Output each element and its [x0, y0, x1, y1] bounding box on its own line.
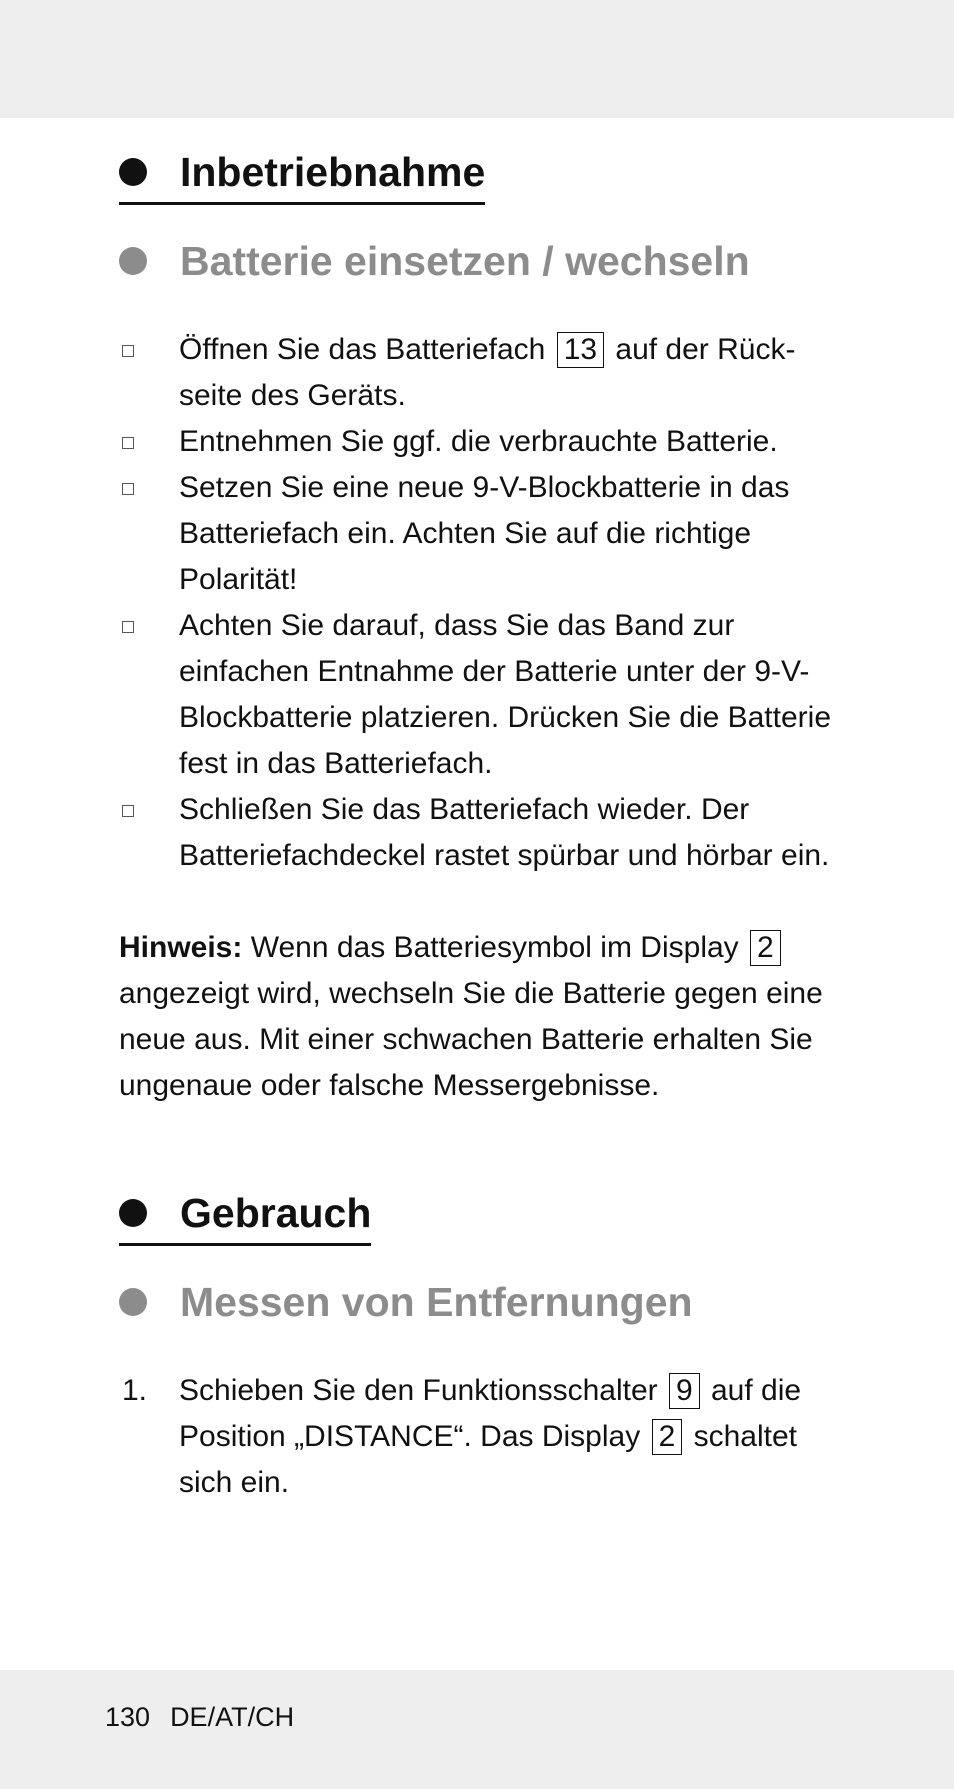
- section-heading-gebrauch: [119, 1189, 371, 1246]
- list-item: [119, 1368, 839, 1506]
- note-text: Wenn das Batteriesymbol im Display: [242, 931, 747, 964]
- step-number: 1.: [122, 1374, 148, 1407]
- step-text: Achten Sie darauf, dass Sie das Band zur einfachen Entnahme der Batterie unter der 9-V-Blockbatterie platzieren. Drücken Sie die Batterie fest in das Batteriefach.: [179, 609, 832, 780]
- list-item: [119, 327, 839, 419]
- list-item: [119, 603, 839, 787]
- list-item: [119, 465, 839, 603]
- section-heading-inbetriebnahme: [119, 148, 485, 205]
- reference-number: 13: [557, 332, 604, 368]
- page-content: [119, 148, 839, 1506]
- subheading-text: Batterie einsetzen / wechseln: [180, 238, 750, 284]
- battery-steps-list: [119, 327, 839, 879]
- top-margin-band: [0, 0, 954, 118]
- reference-number: 2: [750, 930, 781, 966]
- list-item: [119, 419, 839, 465]
- bullet-dot-icon: [119, 1288, 147, 1316]
- step-text: Setzen Sie eine neue 9-V-Blockbatterie in das Batteriefach ein. Achten Sie auf die richtige Polarität!: [179, 471, 790, 596]
- reference-number: 2: [652, 1419, 683, 1455]
- subheading-batterie: [119, 237, 839, 285]
- bullet-dot-icon: [119, 1199, 147, 1227]
- step-text: Schieben Sie den Funktionsschalter: [179, 1374, 666, 1407]
- checkbox-square-icon: [122, 621, 134, 633]
- page-footer: [105, 1700, 314, 1734]
- subheading-messen: [119, 1278, 839, 1326]
- heading-text: Gebrauch: [180, 1190, 372, 1236]
- step-text: auf der Rückseite des Geräts.: [179, 333, 796, 412]
- checkbox-square-icon: [122, 805, 134, 817]
- step-text: Schließen Sie das Batteriefach wieder. Der Batteriefachdeckel rastet spürbar und hörbar ein.: [179, 793, 830, 872]
- list-item: [119, 787, 839, 879]
- note-text: angezeigt wird, wechseln Sie die Batterie gegen eine neue aus. Mit einer schwachen Batterie erhalten Sie ungenaue oder falsche Messergebnisse.: [119, 977, 823, 1102]
- checkbox-square-icon: [122, 345, 134, 357]
- bullet-dot-icon: [119, 158, 147, 186]
- step-text: Entnehmen Sie ggf. die verbrauchte Batterie.: [179, 425, 778, 458]
- step-text: auf die Position „DISTANCE“. Das Display: [179, 1374, 802, 1453]
- subheading-text: Messen von Entfernungen: [180, 1279, 693, 1325]
- page-number: 130: [105, 1702, 151, 1732]
- checkbox-square-icon: [122, 483, 134, 495]
- bullet-dot-icon: [119, 247, 147, 275]
- step-text: Öffnen Sie das Batteriefach: [179, 333, 554, 366]
- note-paragraph: [119, 925, 839, 1109]
- checkbox-square-icon: [122, 437, 134, 449]
- step-text: schaltet sich ein.: [179, 1420, 797, 1499]
- note-label: Hinweis:: [119, 931, 243, 964]
- region-label: DE/AT/CH: [170, 1702, 295, 1732]
- reference-number: 9: [669, 1373, 700, 1409]
- measure-steps-list: [119, 1368, 839, 1506]
- heading-text: Inbetriebnahme: [180, 149, 486, 195]
